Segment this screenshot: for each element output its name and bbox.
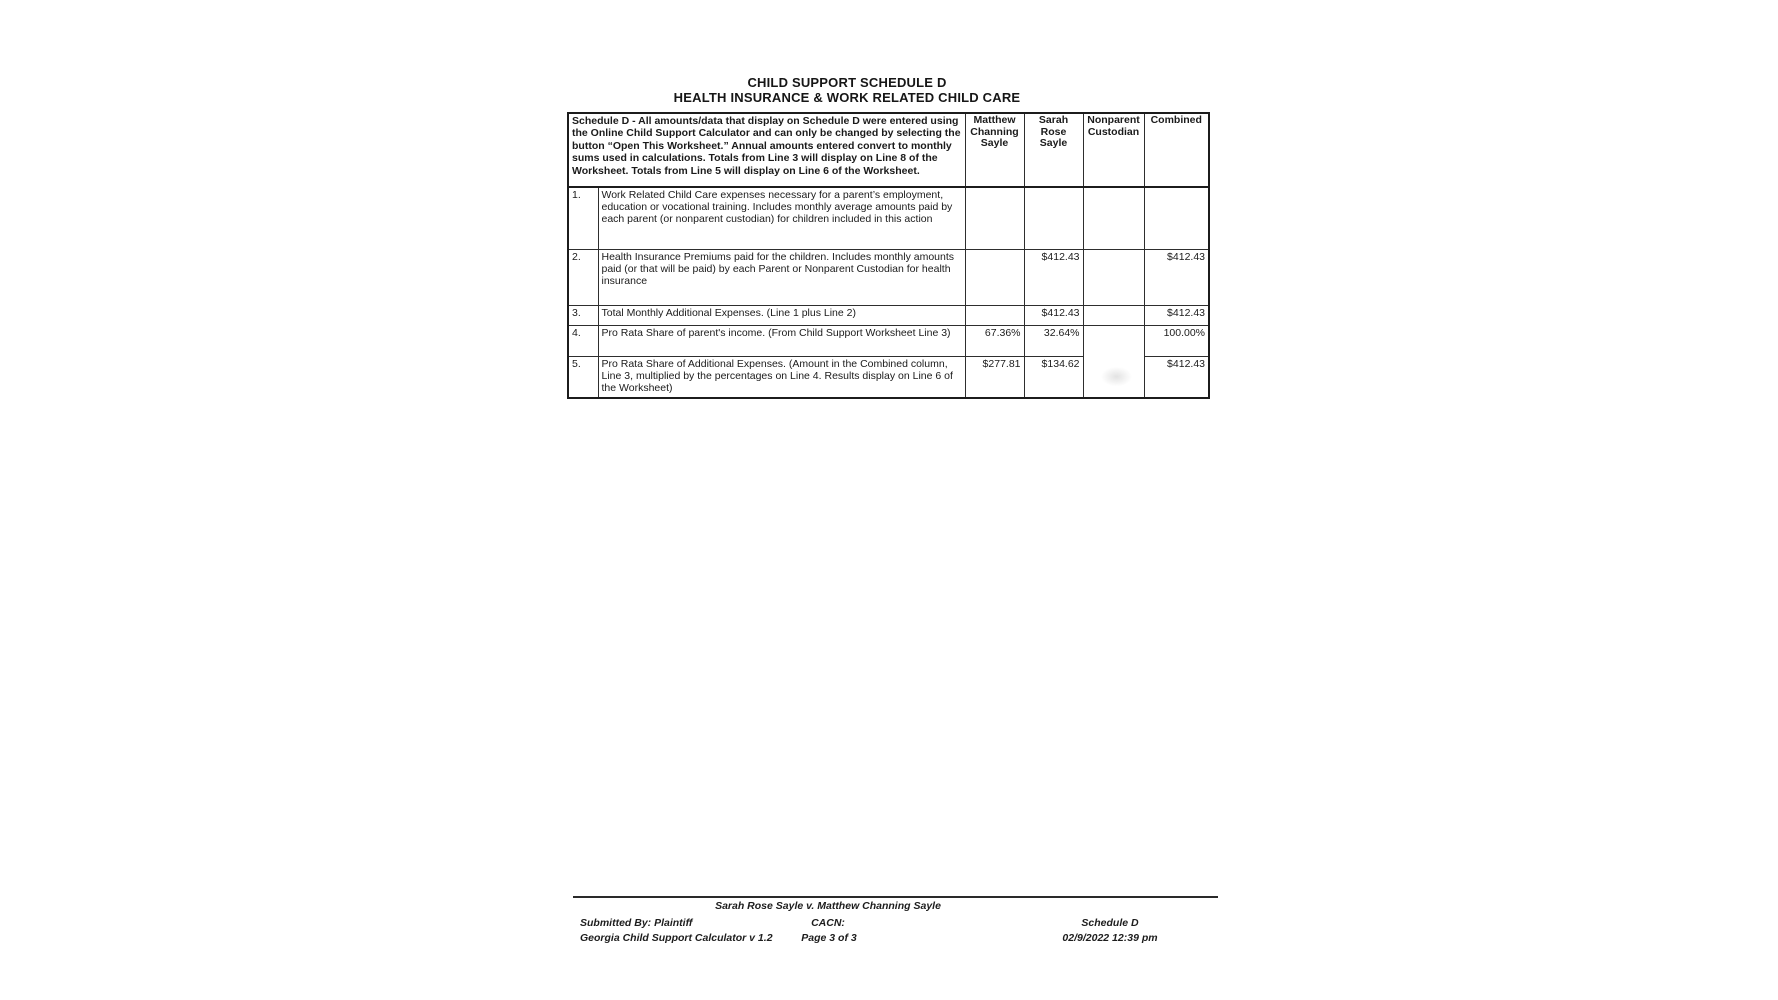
cell-parent2: $412.43 (1024, 249, 1083, 305)
cell-parent2: $412.43 (1024, 305, 1083, 325)
row-description: Total Monthly Additional Expenses. (Line 1 plus Line 2) (598, 305, 965, 325)
cell-combined: $412.43 (1144, 249, 1209, 305)
cell-parent2 (1024, 187, 1083, 249)
schedule-d-table (567, 112, 1210, 399)
table-header-row (568, 113, 1209, 187)
header-note-cell: Schedule D - All amounts/data that display on Schedule D were entered using the Online Child Support Calculator and can only be changed by selecting the button “Open This Worksheet.” Annual amounts entered convert to monthly sums used in calculations. Totals from Line 3 will display on Line 8 of the Worksheet. Totals from Line 5 will display on Line 6 of the Worksheet. (568, 113, 965, 187)
table-row (568, 187, 1209, 249)
column-header-parent1: Matthew Channing Sayle (965, 113, 1024, 187)
footer-calculator-version: Georgia Child Support Calculator v 1.2 (580, 932, 773, 944)
cell-parent1 (965, 249, 1024, 305)
cell-combined: $412.43 (1144, 305, 1209, 325)
row-number: 3. (568, 305, 598, 325)
row-description: Work Related Child Care expenses necessary for a parent’s employment, education or vocational training. Includes monthly average amounts paid by each parent (or nonparent custodian) for children included in this action (598, 187, 965, 249)
table-row (568, 325, 1209, 356)
title-line-2: HEALTH INSURANCE & WORK RELATED CHILD CARE (673, 90, 1021, 105)
cell-parent1 (965, 187, 1024, 249)
cell-combined (1144, 187, 1209, 249)
row-number: 4. (568, 325, 598, 356)
cell-parent1: 67.36% (965, 325, 1024, 356)
row-description: Health Insurance Premiums paid for the children. Includes monthly amounts paid (or that will be paid) by each Parent or Nonparent Custodian for health insurance (598, 249, 965, 305)
row-number: 1. (568, 187, 598, 249)
row-number: 5. (568, 356, 598, 398)
cell-nonparent-merged (1083, 325, 1144, 398)
row-description: Pro Rata Share of parent's income. (From Child Support Worksheet Line 3) (598, 325, 965, 356)
row-description: Pro Rata Share of Additional Expenses. (Amount in the Combined column, Line 3, multiplied by the percentages on Line 4. Results display on Line 6 of the Worksheet) (598, 356, 965, 398)
cell-combined: $412.43 (1144, 356, 1209, 398)
table-row (568, 305, 1209, 325)
cell-nonparent (1083, 249, 1144, 305)
cell-combined: 100.00% (1144, 325, 1209, 356)
footer-case-caption: Sarah Rose Sayle v. Matthew Channing Sayle (715, 900, 941, 912)
footer-schedule-label: Schedule D (1081, 917, 1139, 929)
cell-nonparent (1083, 187, 1144, 249)
cell-parent1: $277.81 (965, 356, 1024, 398)
column-header-combined: Combined (1144, 113, 1209, 187)
table-row (568, 249, 1209, 305)
page-title (674, 75, 1021, 105)
footer-page-indicator: Page 3 of 3 (801, 932, 857, 944)
footer-cacn-label: CACN: (811, 917, 845, 929)
footer-submitted-by: Submitted By: Plaintiff (580, 917, 693, 929)
cell-parent2: 32.64% (1024, 325, 1083, 356)
cell-nonparent (1083, 305, 1144, 325)
column-header-nonparent: Nonparent Custodian (1083, 113, 1144, 187)
footer-timestamp: 02/9/2022 12:39 pm (1062, 932, 1158, 944)
footer-divider (573, 896, 1218, 898)
row-number: 2. (568, 249, 598, 305)
title-line-1: CHILD SUPPORT SCHEDULE D (747, 75, 947, 90)
cell-parent2: $134.62 (1024, 356, 1083, 398)
column-header-parent2: Sarah Rose Sayle (1024, 113, 1083, 187)
cell-parent1 (965, 305, 1024, 325)
